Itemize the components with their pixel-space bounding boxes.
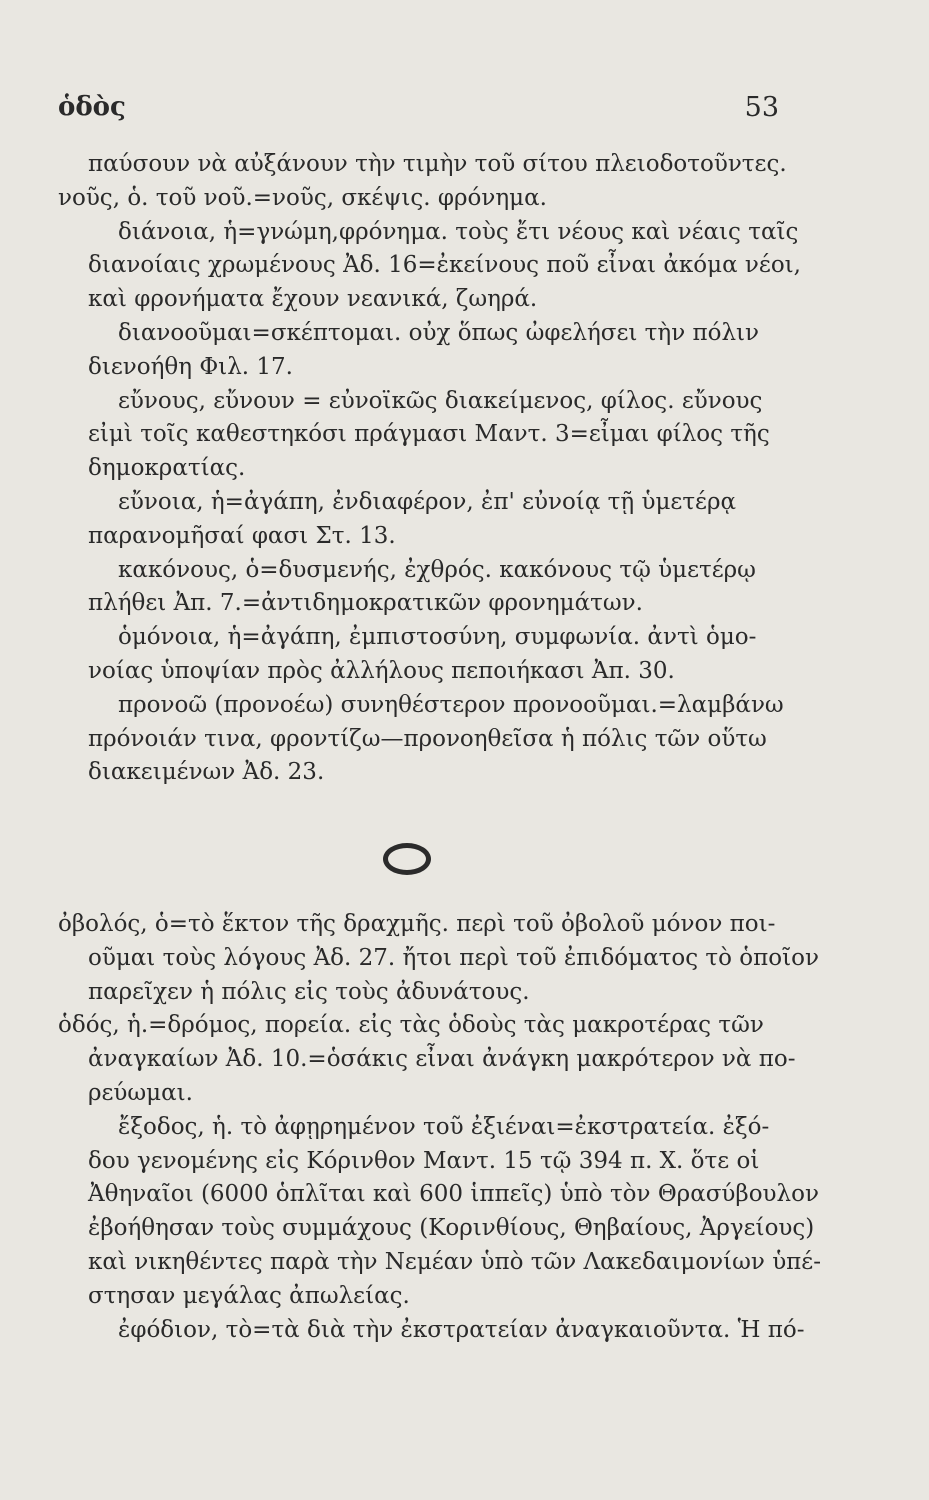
- text-line: ὀβολός, ὁ=τὸ ἕκτον τῆς δραχμῆς. περὶ τοῦ ὀβολοῦ μόνον ποι-: [58, 911, 776, 937]
- text-line: ἐφόδιον, τὸ=τὰ διὰ τὴν ἐκστρατείαν ἀναγκαιοῦντα. Ἡ πό-: [118, 1316, 805, 1343]
- text-line: παρεῖχεν ἡ πόλις εἰς τοὺς ἀδυνάτους.: [88, 978, 530, 1005]
- text-line: ἀναγκαίων Ἀδ. 10.=ὁσάκις εἶναι ἀνάγκη μακρότερον νὰ πο-: [88, 1046, 796, 1073]
- text-line: διανοίαις χρωμένους Ἀδ. 16=ἐκείνους ποῦ εἶναι ἀκόμα νέοι,: [88, 252, 801, 279]
- text-line: ὁμόνοια, ἡ=ἀγάπη, ἐμπιστοσύνη, συμφωνία. ἀντὶ ὁμο-: [118, 624, 757, 651]
- text-line: οῦμαι τοὺς λόγους Ἀδ. 27. ἤτοι περὶ τοῦ ἐπιδόματος τὸ ὁποῖον: [88, 944, 819, 971]
- text-line: παύσουν νὰ αὐξάνουν τὴν τιμὴν τοῦ σίτου πλειοδοτοῦντες.: [88, 151, 787, 177]
- text-line: νοῦς, ὁ. τοῦ νοῦ.=νοῦς, σκέψις. φρόνημα.: [58, 184, 547, 211]
- text-line: διακειμένων Ἀδ. 23.: [88, 759, 325, 786]
- letter-o-ornament-icon: [383, 843, 431, 875]
- text-line: ἔξοδος, ἡ. τὸ ἀφῃρημένον τοῦ ἐξιέναι=ἐκστρατεία. ἐξό-: [118, 1113, 770, 1140]
- page-number: 53: [744, 92, 779, 123]
- text-line: εὔνοια, ἡ=ἀγάπη, ἐνδιαφέρον, ἐπ' εὐνοίᾳ τῇ ὑμετέρᾳ: [118, 488, 737, 515]
- text-line: εὔνους, εὔνουν = εὐνοϊκῶς διακείμενος, φίλος. εὔνους: [118, 387, 763, 414]
- text-line: προνοῶ (προνοέω) συνηθέστερον προνοοῦμαι.=λαμβάνω: [118, 691, 784, 718]
- text-line: καὶ φρονήματα ἔχουν νεανικά, ζωηρά.: [88, 286, 538, 313]
- text-line: ὁδός, ἡ.=δρόμος, πορεία. εἰς τὰς ὁδοὺς τὰς μακροτέρας τῶν: [58, 1012, 764, 1039]
- running-head: ὁδὸς: [58, 92, 126, 122]
- text-line: δου γενομένης εἰς Κόρινθον Μαντ. 15 τῷ 394 π. Χ. ὅτε οἱ: [88, 1147, 760, 1174]
- text-line: πρόνοιάν τινα, φροντίζω—προνοηθεῖσα ἡ πόλις τῶν οὕτω: [88, 725, 767, 752]
- text-line: διανοοῦμαι=σκέπτομαι. οὐχ ὅπως ὠφελήσει τὴν πόλιν: [118, 319, 760, 346]
- text-line: ρεύωμαι.: [88, 1079, 193, 1106]
- text-line: πλήθει Ἀπ. 7.=ἀντιδημοκρατικῶν φρονημάτων.: [88, 590, 643, 617]
- text-line: κακόνους, ὁ=δυσμενής, ἐχθρός. κακόνους τῷ ὑμετέρῳ: [118, 556, 756, 583]
- text-line: δημοκρατίας.: [88, 455, 246, 482]
- glossary-section-1: [58, 148, 801, 790]
- text-line: διενοήθη Φιλ. 17.: [88, 353, 293, 380]
- text-line: στησαν μεγάλας ἀπωλείας.: [88, 1282, 410, 1309]
- text-line: καὶ νικηθέντες παρὰ τὴν Νεμέαν ὑπὸ τῶν Λακεδαιμονίων ὑπέ-: [88, 1248, 821, 1275]
- text-line: Ἀθηναῖοι (6000 ὁπλῖται καὶ 600 ἱππεῖς) ὑπὸ τὸν Θρασύβουλον: [88, 1181, 819, 1208]
- text-line: νοίας ὑποψίαν πρὸς ἀλλήλους πεποιήκασι Ἀπ. 30.: [88, 657, 675, 684]
- text-line: ἐβοήθησαν τοὺς συμμάχους (Κορινθίους, Θηβαίους, Ἀργείους): [88, 1215, 815, 1242]
- text-line: εἰμὶ τοῖς καθεστηκόσι πράγμασι Μαντ. 3=εἶμαι φίλος τῆς: [88, 421, 770, 448]
- text-line: διάνοια, ἡ=γνώμη,φρόνημα. τοὺς ἔτι νέους καὶ νέαις ταῖς: [118, 218, 799, 245]
- text-line: παρανομῆσαί φασι Στ. 13.: [88, 522, 396, 549]
- glossary-section-2: [58, 908, 821, 1347]
- page-header: [58, 92, 779, 132]
